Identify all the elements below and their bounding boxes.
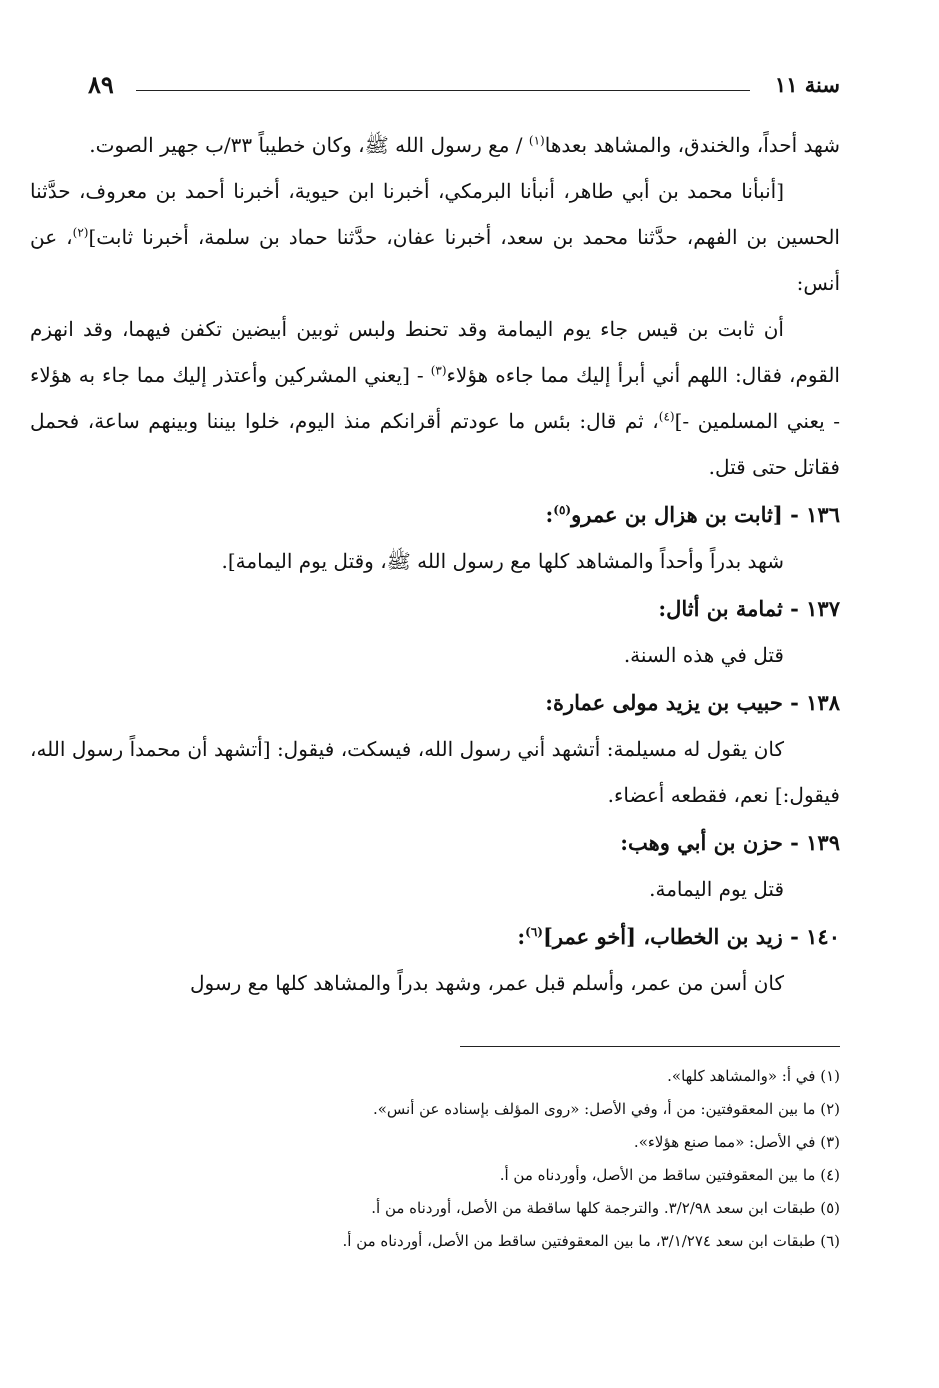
entry-heading-140 bbox=[30, 914, 840, 960]
footnote-ref: (٥) bbox=[553, 503, 572, 517]
footnote-ref: (٦) bbox=[525, 925, 543, 939]
entry-text-138: كان يقول له مسيلمة: أتشهد أني رسول الله، فيسكت، فيقول: [أتشهد أن محمداً رسول الله، فيقول:] نعم، فقطعه أعضاء. bbox=[30, 737, 840, 807]
entry-text-137: قتل في هذه السنة. bbox=[623, 643, 784, 667]
main-text bbox=[30, 122, 840, 1006]
text-run: / مع رسول الله ﷺ، وكان خطيباً ٣٣/ب جهير الصوت. bbox=[89, 133, 529, 157]
entry-text-136: شهد بدراً وأحداً والمشاهد كلها مع رسول الله ﷺ، وقتل يوم اليمامة]. bbox=[221, 549, 784, 573]
footnote: (٤) ما بين المعقوفتين ساقط من الأصل، وأوردناه من أ. bbox=[499, 1166, 840, 1184]
text-run: ، عن أنس: bbox=[30, 225, 840, 295]
footnotes bbox=[100, 1060, 840, 1258]
heading-tail: : bbox=[545, 502, 554, 527]
footnote: (١) في أ: «والمشاهد كلها». bbox=[667, 1067, 840, 1085]
footnote: (٦) طبقات ابن سعد ٣/١/٢٧٤، ما بين المعقوفتين ساقط من الأصل، أوردناه من أ. bbox=[342, 1232, 840, 1250]
text-run: أن ثابت بن قيس جاء يوم اليمامة وقد تحنط ولبس ثوبين أبيضين تكفن فيهما، وقد انهزم القوم، فقال: اللهم أني أبرأ إليك مما جاءه هؤلاء bbox=[30, 317, 840, 387]
paragraph bbox=[30, 306, 840, 490]
footnote: (٣) في الأصل: «مما صنع هؤلاء». bbox=[633, 1133, 840, 1151]
entry-heading-136 bbox=[30, 492, 840, 538]
entry-heading-139: ١٣٩ - حزن بن أبي وهب: bbox=[620, 830, 840, 855]
footnote: (٢) ما بين المعقوفتين: من أ، وفي الأصل: «روى المؤلف بإسناده عن أنس». bbox=[372, 1100, 840, 1118]
entry-heading-137: ١٣٧ - ثمامة بن أثال: bbox=[658, 596, 840, 621]
entry-heading-138: ١٣٨ - حبيب بن يزيد مولى عمارة: bbox=[545, 690, 840, 715]
entry-text-140: كان أسن من عمر، وأسلم قبل عمر، وشهد بدراً والمشاهد كلها مع رسول bbox=[189, 971, 784, 995]
paragraph bbox=[30, 168, 840, 306]
footnote-ref: (٢) bbox=[72, 225, 89, 240]
page-header bbox=[88, 70, 840, 110]
text-run: ، ثم قال: بئس ما عودتم أقرانكم منذ اليوم، خلوا بيننا وبينهم ساعة، فحمل فقاتل حتى قتل. bbox=[30, 409, 840, 479]
header-rule bbox=[136, 90, 750, 91]
footnote-ref: (٣) bbox=[430, 363, 447, 378]
text-run: - [يعني المشركين وأعتذر إليك مما جاء به هؤلاء - يعني المسلمين -] bbox=[30, 363, 840, 433]
footnote-rule bbox=[460, 1046, 840, 1047]
footnote: (٥) طبقات ابن سعد ٣/٢/٩٨. والترجمة كلها ساقطة من الأصل، أوردناه من أ. bbox=[371, 1199, 840, 1217]
entry-text-139: قتل يوم اليمامة. bbox=[649, 877, 784, 901]
heading-tail: : bbox=[517, 924, 526, 949]
paragraph bbox=[30, 122, 840, 168]
heading-text: ١٤٠ - زيد بن الخطاب، [أخو عمر] bbox=[542, 924, 840, 949]
heading-text: ١٣٦ - [ثابت بن هزال بن عمرو bbox=[571, 502, 840, 527]
text-run: شهد أحداً، والخندق، والمشاهد بعدها bbox=[544, 133, 840, 157]
text-run: [أنبأنا محمد بن أبي طاهر، أنبأنا البرمكي، أخبرنا ابن حيوية، أخبرنا أحمد بن معروف، حدَّثنا الحسين بن الفهم، حدَّثنا محمد بن سعد، أخبرنا عفان، حدَّثنا حماد بن سلمة، أخبرنا ثابت] bbox=[30, 179, 840, 249]
footnote-ref: (١) bbox=[528, 133, 545, 148]
running-head: سنة ١١ bbox=[774, 72, 840, 97]
page-number: ٨٩ bbox=[88, 70, 114, 99]
footnote-ref: (٤) bbox=[658, 409, 675, 424]
